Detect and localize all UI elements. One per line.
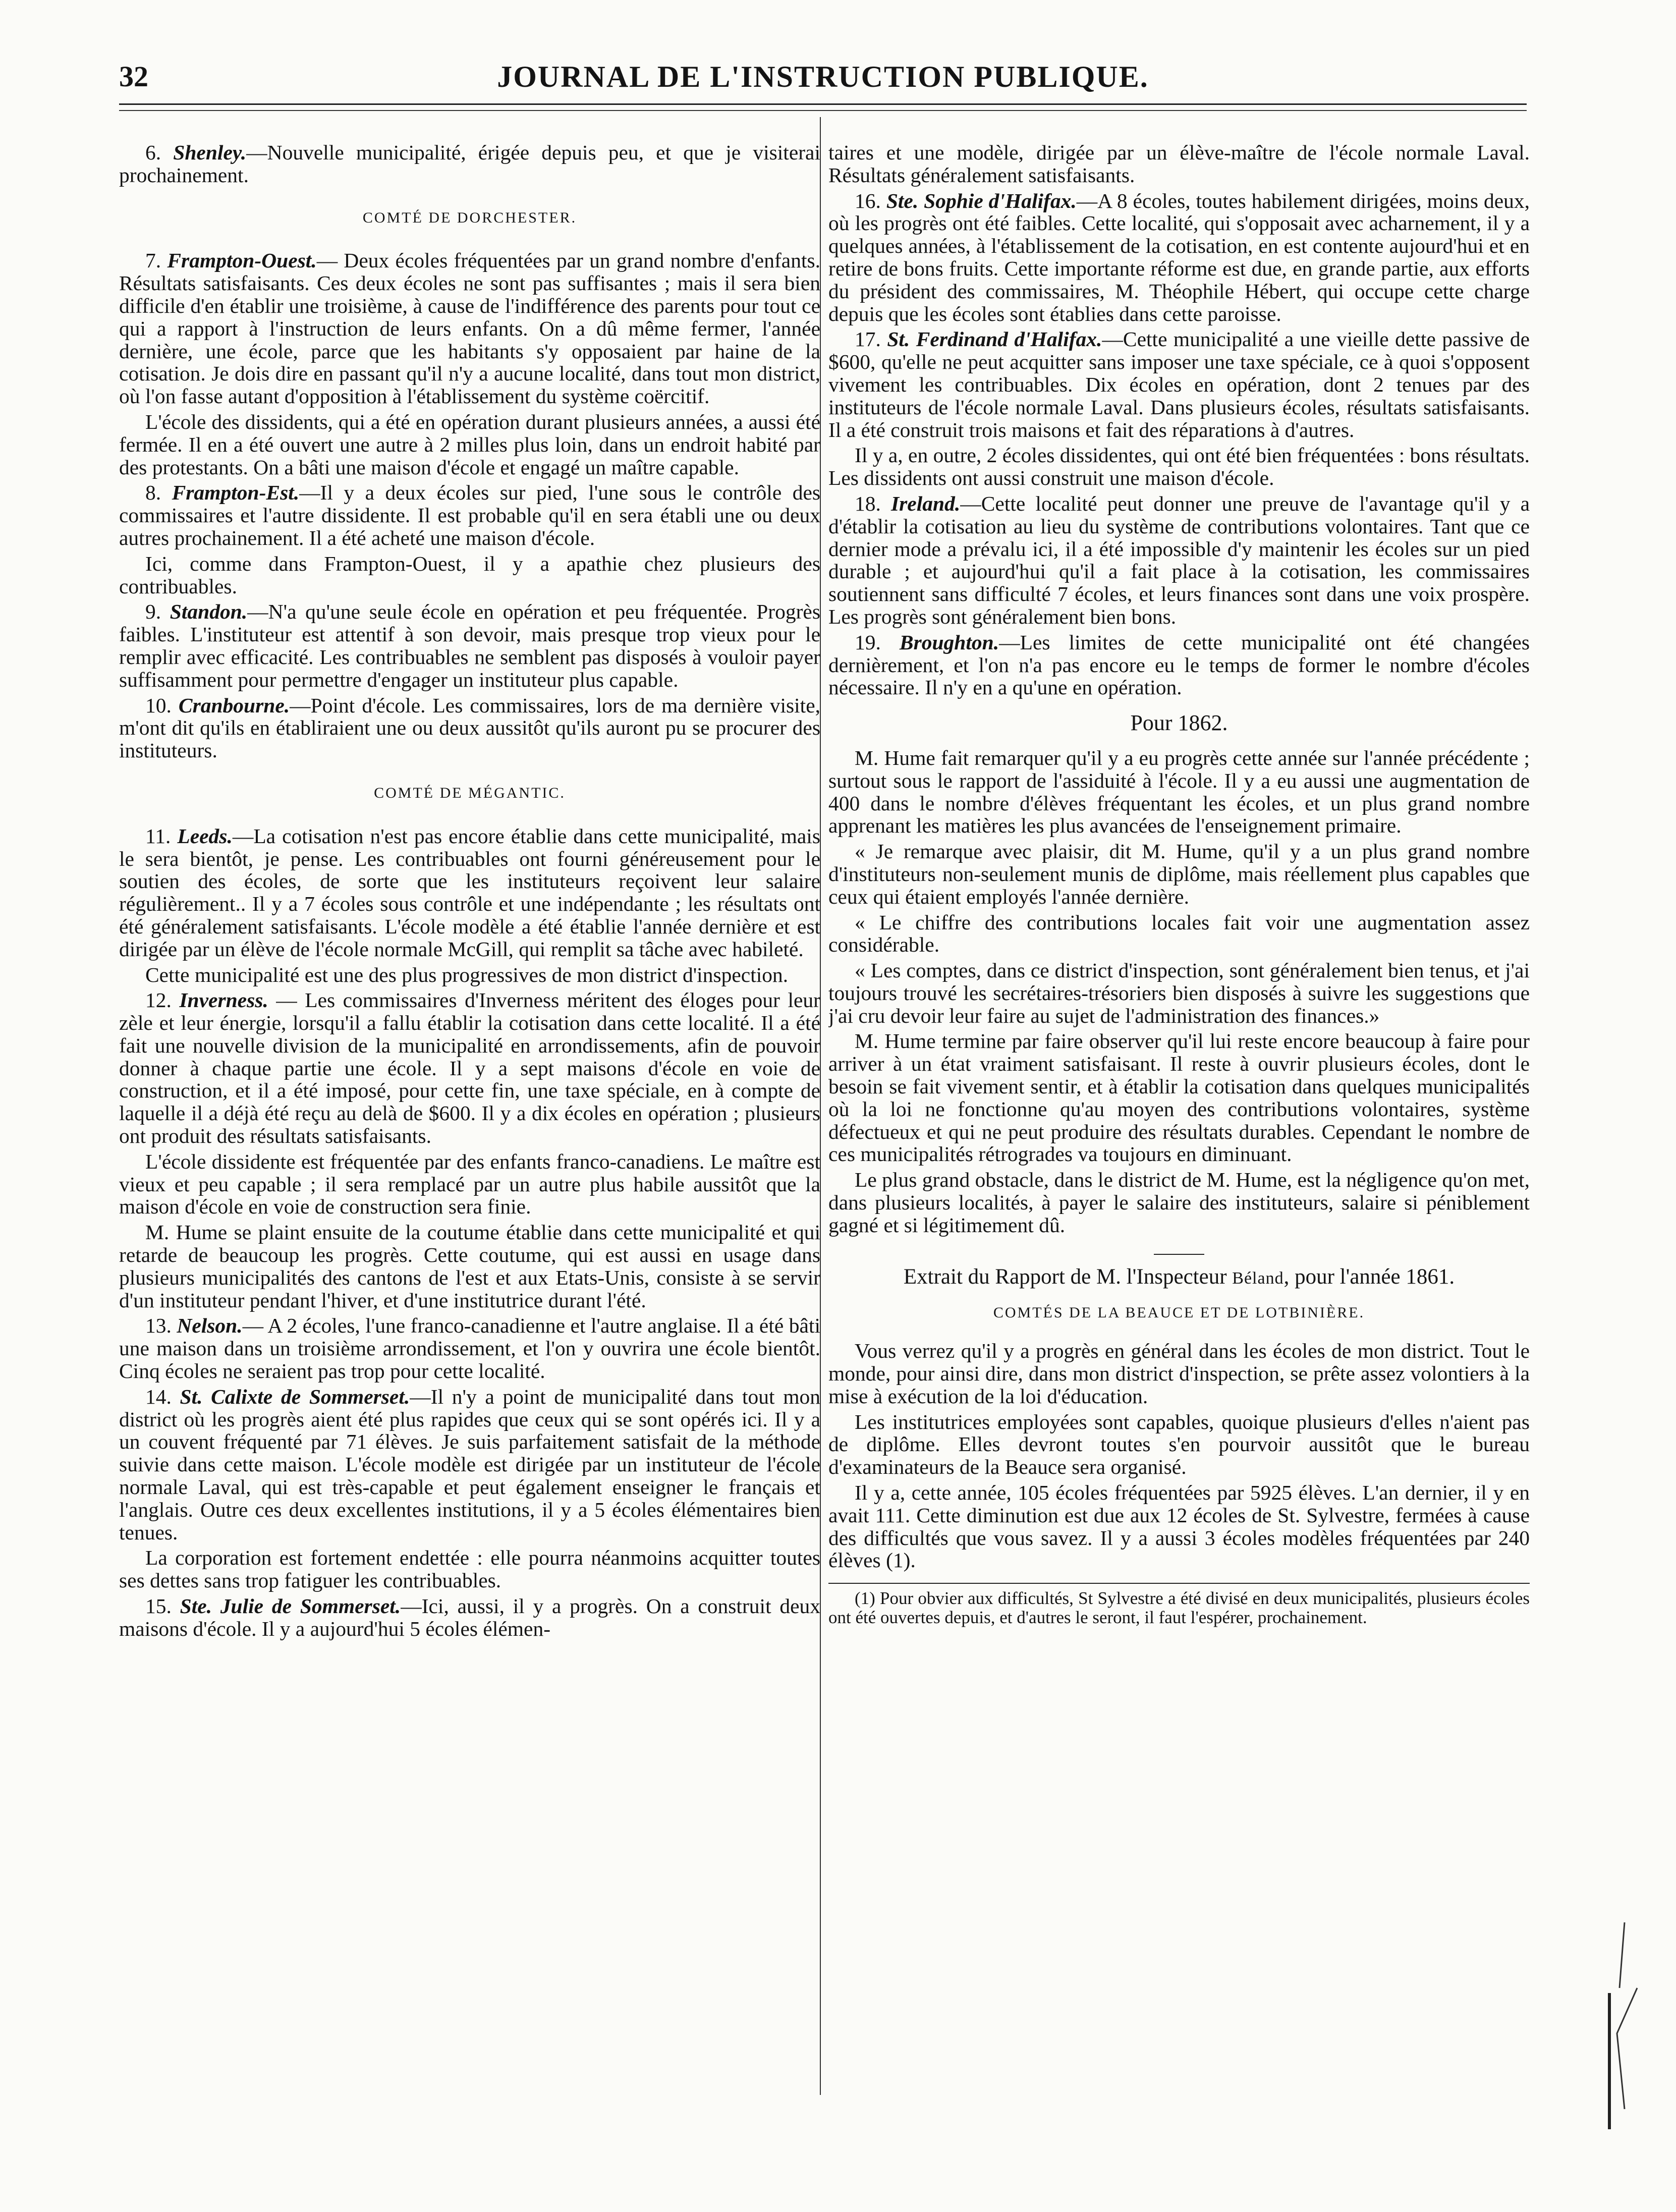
entry-number: 15. xyxy=(145,1594,172,1618)
paragraph: Ici, comme dans Frampton-Ouest, il y a apathie chez plusieurs des contribuables. xyxy=(119,551,820,598)
journal-title: JOURNAL DE L'INSTRUCTION PUBLIQUE. xyxy=(497,60,1149,93)
paragraph: Vous verrez qu'il y a progrès en général dans les écoles de mon district. Tout le monde, pour ainsi dire, dans mon district d'inspection, se prête assez volontiers à la mise à exécution de la loi d'éducation. xyxy=(828,1339,1530,1408)
entry-ste-sophie xyxy=(828,190,1530,325)
entry-text: —Les limites de cette municipalité ont été changées dernièrement, et l'on n'a pas encore eu le temps de former le nombre d'écoles nécessaire. Il n'y en a qu'une en opération. xyxy=(828,630,1530,699)
entry-number: 10. xyxy=(145,693,172,717)
place-name: Frampton-Est. xyxy=(172,481,300,505)
place-name: Ireland. xyxy=(891,491,961,515)
page-header xyxy=(119,60,1527,105)
entry-number: 17. xyxy=(855,327,881,351)
quote-paragraph: « Le chiffre des contributions locales fait voir une augmentation assez considérable. xyxy=(828,910,1530,957)
entry-number: 9. xyxy=(145,600,161,624)
place-name: St. Ferdinand d'Halifax. xyxy=(887,327,1102,351)
place-name: St. Calixte de Sommerset. xyxy=(180,1385,410,1408)
entry-text: —Il y a deux écoles sur pied, l'une sous le contrôle des commissaires et l'autre dissidente. Il est probable qu'il en sera établi une ou deux autres prochainement. Il a été acheté une maison d'école. xyxy=(119,481,820,549)
entry-text: —La cotisation n'est pas encore établie dans cette municipalité, mais le sera bientôt, je pense. Les contribuables ont fourni généreusement pour le soutien des écoles, de sorte que les instituteurs reçoivent leur salaire régulièrement.. Il y a 7 écoles sous contrôle et une indépendante ; les résultats ont été généralement satisfaisants. L'école modèle a été établie l'année dernière et est dirigée par un élève de l'école normale McGill, qui remplit sa tâche avec habileté. xyxy=(119,824,820,961)
entry-leeds xyxy=(119,825,820,961)
entry-ireland xyxy=(828,492,1530,628)
entry-number: 11. xyxy=(145,824,171,848)
place-name: Leeds. xyxy=(177,824,233,848)
county-heading-dorchester: COMTÉ DE DORCHESTER. xyxy=(362,209,577,226)
entry-broughton xyxy=(828,631,1530,699)
report-heading-suffix: , pour l'année 1861. xyxy=(1283,1264,1455,1289)
year-heading: Pour 1862. xyxy=(1130,710,1228,736)
entry-st-calixte xyxy=(119,1386,820,1544)
entry-number: 7. xyxy=(145,249,161,272)
entry-ste-julie xyxy=(119,1595,820,1640)
paragraph: L'école dissidente est fréquentée par des enfants franco-canadiens. Le maître est vieux et peu capable ; il sera remplacé par un autre plus habile aussitôt que la maison d'école en voie de construction sera finie. xyxy=(119,1149,820,1219)
county-heading-beauce: COMTÉS DE LA BEAUCE ET DE LOTBINIÈRE. xyxy=(993,1304,1365,1321)
entry-text: —Nouvelle municipalité, érigée depuis peu, et que je visiterai prochainement. xyxy=(119,141,820,187)
place-name: Broughton. xyxy=(899,630,999,654)
entry-text: —A 8 écoles, toutes habilement dirigées, moins deux, où les progrès ont été faibles. Cette localité, qui s'opposait avec acharnement, il y a quelques années, à l'établissement de la cotisation, en est contente aujourd'hui et en retire de bons fruits. Cette importante réforme est due, en grande partie, aux efforts du président des commissaires, M. Théophile Hébert, qui occupe cette charge depuis que les écoles sont établies dans cette paroisse. xyxy=(828,189,1530,325)
entry-number: 13. xyxy=(145,1314,172,1338)
report-heading xyxy=(828,1266,1530,1290)
quote-paragraph: « Je remarque avec plaisir, dit M. Hume, qu'il y a un plus grand nombre d'instituteurs non-seulement munis de diplôme, mais réellement plus capables que ceux qui étaient employés l'année dernière. xyxy=(828,840,1530,908)
paragraph: Le plus grand obstacle, dans le district de M. Hume, est la négligence qu'on met, dans plusieurs localités, à payer le salaire des instituteurs, salaire si péniblement gagné et si légitimement dû. xyxy=(828,1168,1530,1237)
entry-text: —Ici, aussi, il y a progrès. On a construit deux maisons d'école. Il y a aujourd'hui 5 écoles élémen- xyxy=(119,1594,820,1640)
quote-paragraph: « Les comptes, dans ce district d'inspection, sont généralement bien tenus, et j'ai toujours trouvé les secrétaires-trésoriers bien disposés à suivre les suggestions que j'ai cru devoir leur faire au sujet de l'administration des finances.» xyxy=(828,959,1530,1027)
place-name: Nelson. xyxy=(177,1314,243,1338)
entry-number: 12. xyxy=(145,988,172,1012)
entry-text: — Les commissaires d'Inverness méritent des éloges pour leur zèle et leur énergie, lorsqu'il a fallu établir la cotisation dans cette localité. Il a été fait une nouvelle division de la municipalité en arrondissements, afin de pouvoir donner à chaque partie une école. Il y a sept maisons d'école en voie de construction, et il a été imposé, pour cette fin, une taxe spéciale, en à compte de laquelle il a déjà été reçu au delà de $600. Il y a dix écoles en opération ; plusieurs ont produit des résultats satisfaisants. xyxy=(119,988,820,1148)
entry-frampton-est xyxy=(119,481,820,549)
header-rule xyxy=(119,103,1527,105)
paragraph: M. Hume se plaint ensuite de la coutume établie dans cette municipalité et qui retarde de beaucoup les progrès. Cette coutume, qui est aussi en usage dans plusieurs municipalités des cantons de l'est et aux Etats-Unis, consiste à se servir d'un instituteur pendant l'hiver, et d'une institutrice durant l'été. xyxy=(119,1221,820,1312)
entry-nelson xyxy=(119,1314,820,1382)
footnote: (1) Pour obvier aux difficultés, St Sylvestre a été divisé en deux municipalités, plusieurs écoles ont été ouvertes depuis, et d'autres le seront, il faut l'espérer, prochainement. xyxy=(828,1588,1530,1627)
entry-frampton-ouest xyxy=(119,249,820,408)
entry-st-ferdinand xyxy=(828,328,1530,441)
entry-text: —Cette municipalité a une vieille dette passive de $600, qu'elle ne peut acquitter sans imposer une taxe spéciale, ce à quoi s'opposent vivement les contribuables. Dix écoles en opération, dont 2 tenues par des instituteurs de l'école normale Laval. Dans plusieurs écoles, résultats satisfaisants. Il a été construit trois maisons et fait des réparations à d'autres. xyxy=(828,327,1530,441)
entry-standon xyxy=(119,600,820,691)
entry-cranbourne xyxy=(119,694,820,762)
entry-inverness xyxy=(119,989,820,1147)
paragraph: M. Hume fait remarquer qu'il y a eu progrès cette année sur l'année précédente ; surtout sous le rapport de l'assiduité à l'école. Il y a eu aussi une augmentation de 400 dans le nombre d'élèves fréquentant les écoles, et un plus grand nombre apprenant les matières les plus avancées de l'enseignement primaire. xyxy=(828,746,1530,838)
entry-text: —Il n'y a point de municipalité dans tout mon district où les progrès aient été plus rapides que ceux qui se sont opérés ici. Il y a un couvent fréquenté par 71 élèves. Je suis parfaitement satisfait de la méthode suivie dans cette maison. L'école modèle est dirigée par un instituteur de l'école normale Laval, qui est très-capable et peut également enseigner le français et l'anglais. Outre ces deux excellentes institutions, il y a 5 écoles élémentaires bien tenues. xyxy=(119,1385,820,1544)
county-heading-megantic: COMTÉ DE MÉGANTIC. xyxy=(374,784,566,801)
entry-text: —Point d'école. Les commissaires, lors de ma dernière visite, m'ont dit qu'ils en établiraient une ou deux aussitôt qu'ils auront pu se procurer des instituteurs. xyxy=(119,693,820,762)
place-name: Cranbourne. xyxy=(178,693,290,717)
section-divider xyxy=(1154,1254,1204,1255)
entry-number: 8. xyxy=(145,481,161,505)
place-name: Ste. Julie de Sommerset. xyxy=(180,1594,401,1618)
entry-shenley xyxy=(119,141,820,187)
header-rule-thin xyxy=(119,110,1527,111)
paragraph: Cette municipalité est une des plus progressives de mon district d'inspection. xyxy=(145,963,789,986)
place-name: Frampton-Ouest. xyxy=(167,249,317,272)
footnote-rule xyxy=(828,1583,1530,1584)
place-name: Standon. xyxy=(170,600,248,624)
paragraph: Il y a, cette année, 105 écoles fréquentées par 5925 élèves. L'an dernier, il y en avait 111. Cette diminution est due aux 12 écoles de St. Sylvestre, fermées à cause des difficultés que vous savez. Il y a aussi 3 écoles modèles fréquentées par 240 élèves (1). xyxy=(828,1481,1530,1572)
margin-pencil-mark xyxy=(1589,1917,1645,2129)
entry-text: — A 2 écoles, l'une franco-canadienne et l'autre anglaise. Il a été bâti une maison dans un troisième arrondissement, et l'on y ouvrira une école bientôt. Cinq écoles ne seraient pas trop pour cette localité. xyxy=(119,1314,820,1383)
paragraph: M. Hume termine par faire observer qu'il lui reste encore beaucoup à faire pour arriver à un état vraiment satisfaisant. Il reste à ouvrir plusieurs écoles, dont le besoin se fait vivement sentir, et à établir la cotisation dans quelques municipalités où la loi ne fonctionne qu'au moyen des contributions volontaires, système défectueux et qui ne peut produire des résultats durables. Cependant le nombre de ces municipalités rétrogrades va toujours en diminuant. xyxy=(828,1029,1530,1166)
entry-number: 16. xyxy=(855,189,881,212)
right-column xyxy=(828,141,1530,2099)
entry-text: —N'a qu'une seule école en opération et peu fréquentée. Progrès faibles. L'instituteur est attentif à son devoir, mais presque trop vieux pour le remplir avec efficacité. Les contribuables ne semblent pas disposés à vouloir payer suffisamment pour permettre d'engager un instituteur plus capable. xyxy=(119,600,820,691)
entry-text: —Cette localité peut donner une preuve de l'avantage qu'il y a d'établir la cotisation au lieu du système de contributions volontaires. Tant que ce dernier mode a prévalu ici, il a été impossible d'y maintenir les écoles sur un pied durable ; et aujourd'hui qu'il a fait place à la cotisation, les commissaires soutiennent sans difficulté 7 écoles, et leurs finances sont dans une voix prospère. Les progrès sont généralement bien bons. xyxy=(828,491,1530,628)
place-name: Ste. Sophie d'Halifax. xyxy=(886,189,1077,212)
left-column xyxy=(119,141,820,2099)
entry-number: 18. xyxy=(855,491,881,515)
page-number: 32 xyxy=(119,60,148,93)
place-name: Inverness. xyxy=(179,988,268,1012)
entry-number: 19. xyxy=(855,630,881,654)
report-heading-prefix: Extrait du Rapport de M. l'Inspecteur xyxy=(903,1264,1233,1289)
inspector-name: Béland xyxy=(1232,1268,1284,1288)
paragraph: L'école des dissidents, qui a été en opération durant plusieurs années, a aussi été fermée. Il en a été ouvert une autre à 2 milles plus loin, dans un endroit habité par des protestants. On a bâti une maison d'école et engagé un maître capable. xyxy=(119,410,820,479)
paragraph: Les institutrices employées sont capables, quoique plusieurs d'elles n'aient pas de diplôme. Elles devront toutes s'en pourvoir aussitôt que le bureau d'examinateurs de la Beauce sera organisé. xyxy=(828,1410,1530,1479)
entry-number: 14. xyxy=(145,1385,172,1408)
paragraph-continued: taires et une modèle, dirigée par un élève-maître de l'école normale Laval. Résultats généralement satisfaisants. xyxy=(828,141,1530,187)
paragraph: Il y a, en outre, 2 écoles dissidentes, qui ont été bien fréquentées : bons résultats. Les dissidents ont aussi construit une maison d'école. xyxy=(828,444,1530,490)
place-name: Shenley. xyxy=(173,141,247,164)
paragraph: La corporation est fortement endettée : elle pourra néanmoins acquitter toutes ses dettes sans trop fatiguer les contribuables. xyxy=(119,1546,820,1592)
entry-number: 6. xyxy=(145,141,161,164)
entry-text: — Deux écoles fréquentées par un grand nombre d'enfants. Résultats satisfaisants. Ces deux écoles ne sont pas suffisantes ; mais il sera bien difficile d'en établir une troisième, à cause de l'indifférence des parents pour tout ce qui a rapport à l'instruction de leurs enfants. On a dû même fermer, l'année dernière, une école, parce que les habitants s'y opposaient par haine de la cotisation. Je dois dire en passant qu'il n'y a aucune localité, dans tout mon district, où l'on fasse autant d'opposition à l'établissement du système coërcitif. xyxy=(119,249,820,408)
